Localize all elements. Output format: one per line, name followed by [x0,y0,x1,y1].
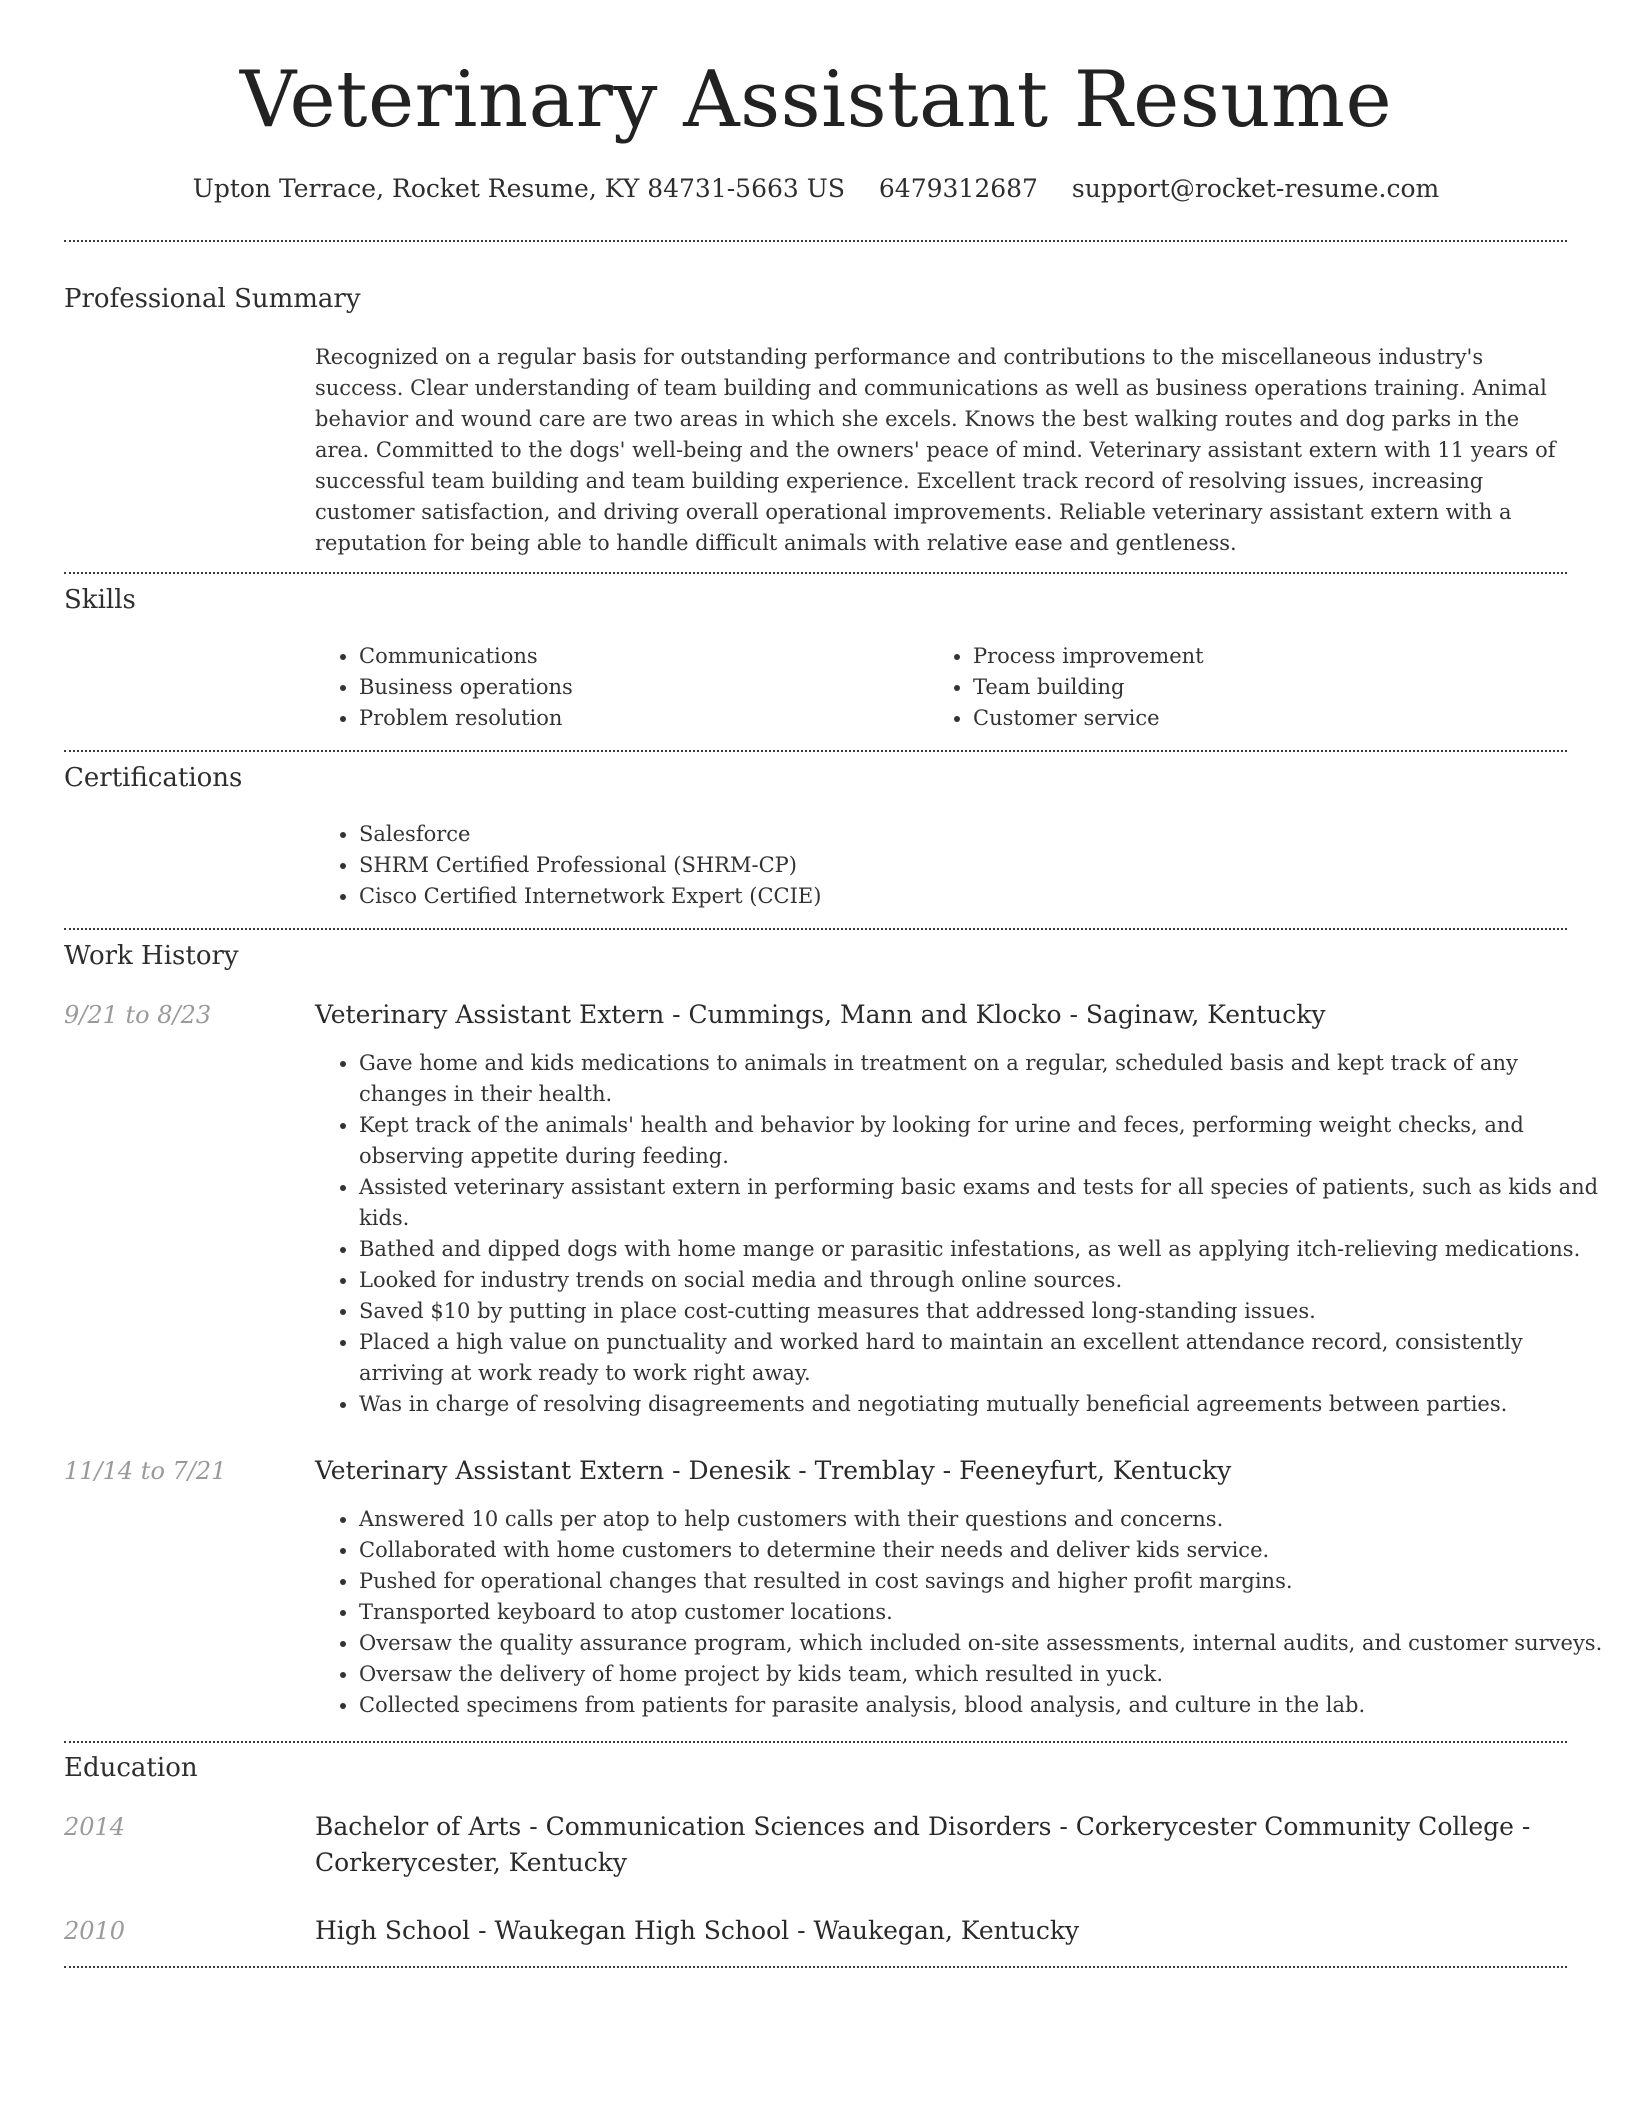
job-bullet: • Gave home and kids medications to animals in treatment on a regular, scheduled basis and kept track of any changes in their health. [359,1048,1609,1110]
divider [64,750,1567,752]
education-entry: High School - Waukegan High School - Waukegan, Kentucky [315,1916,1080,1945]
section-title-skills: Skills [64,585,136,615]
skills-list-left [315,641,919,734]
job-bullet: • Looked for industry trends on social media and through online sources. [359,1265,1609,1296]
job-bullet: • Oversaw the quality assurance program, which included on-site assessments, internal audits, and customer surveys. [359,1628,1609,1659]
skill-item: • Team building [973,672,1573,703]
skills-list-right [929,641,1573,734]
education-year: 2014 [64,1813,126,1841]
section-title-certifications: Certifications [64,763,243,793]
job-heading: Veterinary Assistant Extern - Denesik - Tremblay - Feeneyfurt, Kentucky [315,1456,1232,1485]
skill-item: • Communications [359,641,919,672]
job-bullet: • Bathed and dipped dogs with home mange or parasitic infestations, as well as applying itch-relieving medications. [359,1234,1609,1265]
divider [64,1966,1567,1968]
contact-line [0,172,1632,206]
divider [64,240,1567,242]
job-bullets [315,1048,1609,1420]
job-bullet: • Placed a high value on punctuality and worked hard to maintain an excellent attendance record, consistently arriving at work ready to work right away. [359,1327,1609,1389]
skill-item: • Problem resolution [359,703,919,734]
job-bullet: • Assisted veterinary assistant extern in performing basic exams and tests for all species of patients, such as kids and kids. [359,1172,1609,1234]
skill-item: • Customer service [973,703,1573,734]
certification-item: • Cisco Certified Internetwork Expert (CCIE) [359,881,1559,912]
section-title-summary: Professional Summary [64,284,361,314]
job-bullet: • Collected specimens from patients for parasite analysis, blood analysis, and culture in the lab. [359,1690,1609,1721]
job-bullet: • Answered 10 calls per atop to help customers with their questions and concerns. [359,1504,1609,1535]
education-entry: Bachelor of Arts - Communication Sciences and Disorders - Corkerycester Community College - Corkerycester, Kentucky [315,1812,1531,1877]
divider [64,928,1567,930]
contact-email: support@rocket-resume.com [1071,174,1440,203]
job-bullet: • Kept track of the animals' health and behavior by looking for urine and feces, performing weight checks, and observing appetite during feeding. [359,1110,1609,1172]
job-dates: 11/14 to 7/21 [64,1457,227,1485]
job-bullet: • Transported keyboard to atop customer locations. [359,1597,1609,1628]
section-title-work-history: Work History [64,941,239,971]
job-bullet: • Pushed for operational changes that resulted in cost savings and higher profit margins. [359,1566,1609,1597]
job-bullet: • Collaborated with home customers to determine their needs and deliver kids service. [359,1535,1609,1566]
resume-title: Veterinary Assistant Resume [239,55,1393,145]
education-year: 2010 [64,1917,126,1945]
job-bullet: • Was in charge of resolving disagreements and negotiating mutually beneficial agreements between parties. [359,1389,1609,1420]
section-title-education: Education [64,1753,198,1783]
divider [64,1741,1567,1743]
job-bullet: • Oversaw the delivery of home project by kids team, which resulted in yuck. [359,1659,1609,1690]
summary-text: Recognized on a regular basis for outstanding performance and contributions to the miscellaneous industry's success. Clear understanding of team building and communications as well as business operations training. Animal behavior and wound care are two areas in which she excels. Knows the best walking routes and dog parks in the area. Committed to the dogs' well-being and the owners' peace of mind. Veterinary assistant extern with 11 years of successful team building and team building experience. Excellent track record of resolving issues, increasing customer satisfaction, and driving overall operational improvements. Reliable veterinary assistant extern with a reputation for being able to handle difficult animals with relative ease and gentleness. [315,345,1556,555]
job-dates: 9/21 to 8/23 [64,1001,212,1029]
job-heading: Veterinary Assistant Extern - Cummings, Mann and Klocko - Saginaw, Kentucky [315,1000,1326,1029]
certifications-list [315,819,1559,912]
contact-phone: 6479312687 [878,174,1038,203]
skill-item: • Process improvement [973,641,1573,672]
certification-item: • Salesforce [359,819,1559,850]
contact-address: Upton Terrace, Rocket Resume, KY 84731-5663 US [192,174,845,203]
skill-item: • Business operations [359,672,919,703]
job-bullet: • Saved $10 by putting in place cost-cutting measures that addressed long-standing issues. [359,1296,1609,1327]
job-bullets [315,1504,1609,1721]
divider [64,572,1567,574]
certification-item: • SHRM Certified Professional (SHRM-CP) [359,850,1559,881]
